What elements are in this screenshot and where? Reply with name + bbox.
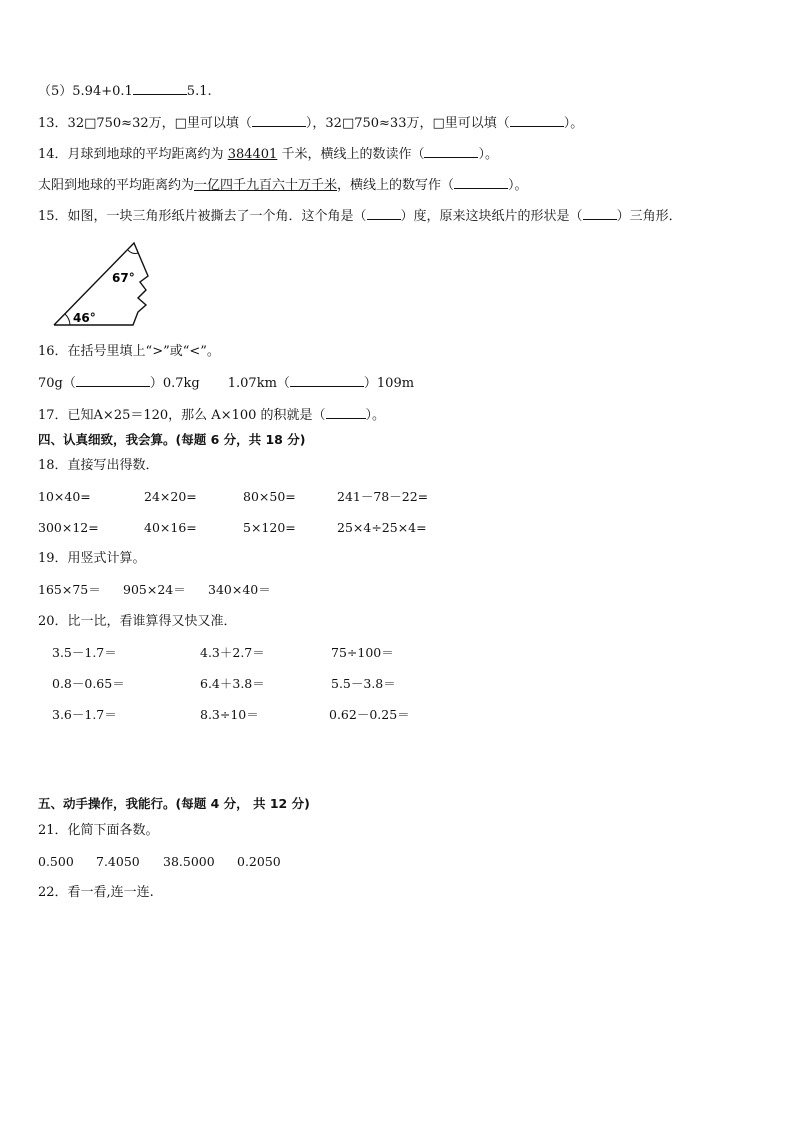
q14-line2-text-a: 太阳到地球的平均距离约为 — [38, 178, 195, 193]
q18-title: 18．直接写出得数． — [38, 458, 159, 473]
q22-title: 22．看一看,连一连. — [38, 885, 154, 900]
q20-r3-c3: 0.62－0.25＝ — [329, 707, 410, 722]
q21-item-1: 0.500 — [38, 854, 74, 869]
torn-triangle-figure — [48, 240, 160, 330]
q19-title: 19．用竖式计算。 — [38, 551, 146, 566]
q20-r2-c2: 6.4＋3.8＝ — [200, 676, 265, 691]
q18-r1-c4: 241－78－22= — [337, 489, 429, 504]
section4-title: 四、认真细致，我会算。(每题 6 分，共 18 分) — [38, 432, 306, 447]
q12-5-suffix: 5.1. — [186, 84, 212, 99]
q15-text-a: 15．如图，一块三角形纸片被撕去了一个角．这个角是（ — [38, 209, 367, 224]
q12-5-line — [38, 82, 212, 101]
q18-r1-c1: 10×40= — [38, 489, 91, 504]
q16-item2-b: ）109m — [363, 376, 415, 391]
q14-blank-1[interactable] — [424, 145, 478, 158]
q15-text-b: ）度，原来这块纸片的形状是（ — [400, 209, 583, 224]
q14-line2 — [38, 176, 528, 195]
angle-label-top: 67° — [112, 271, 135, 285]
q12-5-prefix: （5）5.94+0.1 — [38, 84, 133, 99]
q14-line1 — [38, 145, 498, 164]
q21-title: 21．化简下面各数。 — [38, 823, 159, 838]
q20-title: 20．比一比，看谁算得又快又准． — [38, 614, 237, 629]
q16-blank-2[interactable] — [290, 374, 364, 387]
q14-text-a: 14．月球到地球的平均距离约为 — [38, 147, 228, 162]
q19-item-1: 165×75＝ — [38, 582, 101, 597]
q13-text-c: ）。 — [563, 116, 584, 131]
q20-r2-c1: 0.8－0.65＝ — [52, 676, 125, 691]
q15-blank-2[interactable] — [583, 207, 617, 220]
q20-r3-c1: 3.6－1.7＝ — [52, 707, 117, 722]
q20-r1-c1: 3.5－1.7＝ — [52, 645, 117, 660]
q18-r1-c3: 80×50= — [243, 489, 296, 504]
q20-r2-c3: 5.5－3.8＝ — [331, 676, 396, 691]
q15-text-c: ）三角形． — [616, 209, 682, 224]
q14-line2-text-b: ，横线上的数写作（ — [337, 178, 455, 193]
q19-item-2: 905×24＝ — [123, 582, 186, 597]
angle-arc-left — [65, 314, 70, 325]
q14-blank-2[interactable] — [454, 176, 508, 189]
q16-blank-1[interactable] — [76, 374, 150, 387]
section5-title: 五、动手操作，我能行。(每题 4 分， 共 12 分) — [38, 796, 310, 811]
q13-blank-2[interactable] — [510, 114, 564, 127]
q14-text-b: 千米，横线上的数读作（ — [277, 147, 425, 162]
q15-blank-1[interactable] — [367, 207, 401, 220]
q17-blank[interactable] — [326, 406, 366, 419]
q15-line — [38, 207, 682, 226]
q18-r2-c4: 25×4÷25×4= — [337, 520, 427, 535]
q17-text-b: ）。 — [365, 408, 386, 423]
q20-r3-c2: 8.3÷10＝ — [200, 707, 259, 722]
q12-5-blank[interactable] — [133, 82, 187, 95]
q18-r2-c2: 40×16= — [144, 520, 197, 535]
q14-text-c: ）。 — [478, 147, 498, 162]
q16-item1-b: ）0.7kg — [149, 376, 200, 391]
q21-item-3: 38.5000 — [163, 854, 215, 869]
q17-text-a: 17．已知A×25＝120，那么 A×100 的积就是（ — [38, 408, 326, 423]
q16-item1-a: 70g（ — [38, 376, 76, 391]
q16-items — [38, 374, 414, 393]
q14-number: 384401 — [227, 147, 278, 162]
q13-text-b: ），32□750≈33万，□里可以填（ — [305, 116, 510, 131]
q20-r1-c2: 4.3＋2.7＝ — [200, 645, 265, 660]
q18-r2-c3: 5×120= — [243, 520, 296, 535]
q16-title: 16．在括号里填上“>”或“<”。 — [38, 344, 220, 359]
angle-label-left: 46° — [73, 311, 96, 325]
q13-text-a: 13．32□750≈32万，□里可以填（ — [38, 116, 252, 131]
q13-blank-1[interactable] — [252, 114, 306, 127]
q19-item-3: 340×40＝ — [208, 582, 271, 597]
q20-r1-c3: 75÷100＝ — [331, 645, 394, 660]
q21-item-2: 7.4050 — [96, 854, 140, 869]
q21-item-4: 0.2050 — [237, 854, 281, 869]
q17-line — [38, 406, 385, 425]
q18-r1-c2: 24×20= — [144, 489, 197, 504]
q13-line — [38, 114, 583, 133]
q14-line2-text-c: ）。 — [508, 178, 528, 193]
q14-line2-underlined: 一亿四千九百六十万千米 — [194, 178, 338, 193]
q16-item2-a: 1.07km（ — [227, 376, 290, 391]
q18-r2-c1: 300×12= — [38, 520, 99, 535]
